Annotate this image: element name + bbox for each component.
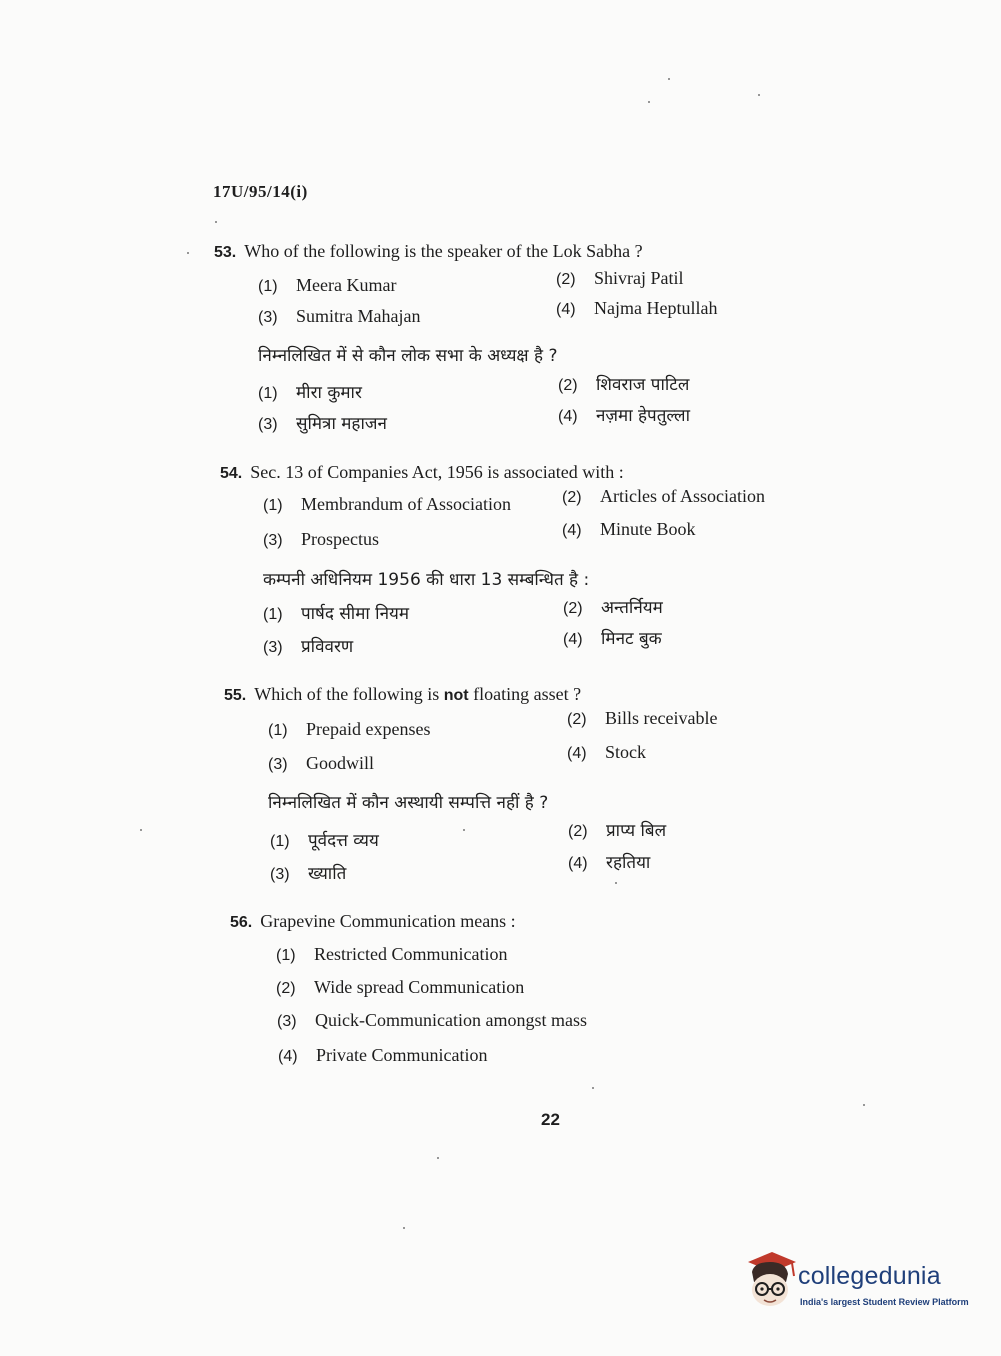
scan-speck: [215, 221, 217, 223]
option-hindi: (1) पार्षद सीमा नियम: [263, 604, 410, 624]
option: (2) Bills receivable: [567, 708, 718, 728]
question-text: Who of the following is the speaker of the Lok Sabha ?: [244, 241, 643, 261]
option-hindi: (1) पूर्वदत्त व्यय: [270, 831, 379, 851]
question-number: 54.: [220, 465, 243, 482]
scan-speck: [437, 1157, 439, 1159]
question-text-post: floating asset ?: [468, 684, 582, 704]
option: (1) Prepaid expenses: [268, 719, 431, 739]
scan-speck: [615, 882, 617, 884]
option: (4) Private Communication: [278, 1045, 488, 1065]
scan-speck: [668, 78, 670, 80]
option-hindi: (3) सुमित्रा महाजन: [258, 414, 387, 434]
paper-code: 17U/95/14(i): [213, 182, 308, 201]
question-53: [214, 241, 643, 262]
option-hindi: (4) नज़मा हेपतुल्ला: [558, 406, 690, 426]
scan-speck: [758, 94, 760, 96]
question-number: 53.: [214, 244, 237, 261]
question-number: 55.: [224, 687, 247, 704]
option-hindi: (2) प्राप्य बिल: [568, 821, 667, 841]
question-text: Sec. 13 of Companies Act, 1956 is associated with :: [250, 462, 624, 482]
option: (1) Membrandum of Association: [263, 494, 511, 514]
option: (1) Restricted Communication: [276, 944, 508, 964]
mascot-logo-icon: [742, 1250, 798, 1312]
question-number: 56.: [230, 914, 253, 931]
option-hindi: (3) ख्याति: [270, 864, 347, 884]
option: (3) Sumitra Mahajan: [258, 306, 421, 326]
scan-speck: [648, 101, 650, 103]
scan-speck: [592, 1087, 594, 1089]
scan-speck: [403, 1227, 405, 1229]
option-hindi: (4) मिनट बुक: [563, 629, 662, 649]
scan-speck: [140, 829, 142, 831]
question-hindi: कम्पनी अधिनियम 1956 की धारा 13 सम्बन्धित है :: [263, 570, 590, 590]
option: (2) Articles of Association: [562, 486, 765, 506]
option: (4) Stock: [567, 742, 647, 762]
question-55: [224, 684, 581, 705]
page-number: 22: [541, 1110, 560, 1129]
brand-tagline: India's largest Student Review Platform: [800, 1297, 969, 1307]
option-hindi: (3) प्रविवरण: [263, 637, 354, 657]
scan-speck: [863, 1104, 865, 1106]
question-text: Grapevine Communication means :: [260, 911, 516, 931]
question-54: [220, 462, 624, 483]
option-hindi: (1) मीरा कुमार: [258, 383, 362, 403]
option: (1) Meera Kumar: [258, 275, 397, 295]
question-hindi: निम्नलिखित में से कौन लोक सभा के अध्यक्ष है ?: [258, 346, 558, 366]
question-text-pre: Which of the following is: [254, 684, 444, 704]
option: (4) Najma Heptullah: [556, 298, 718, 318]
option: (4) Minute Book: [562, 519, 696, 539]
brand-name: collegedunia: [798, 1262, 941, 1290]
collegedunia-watermark: [742, 1250, 972, 1320]
scan-speck: [463, 829, 465, 831]
scan-speck: [187, 252, 189, 254]
option: (3) Prospectus: [263, 529, 379, 549]
option: (2) Shivraj Patil: [556, 268, 684, 288]
question-hindi: निम्नलिखित में कौन अस्थायी सम्पत्ति नहीं है ?: [268, 793, 549, 813]
question-56: [230, 911, 516, 932]
option: (3) Goodwill: [268, 753, 375, 773]
option-hindi: (2) शिवराज पाटिल: [558, 375, 690, 395]
option: (2) Wide spread Communication: [276, 977, 525, 997]
question-text-emphasis: not: [443, 687, 469, 704]
option-hindi: (2) अन्तर्नियम: [563, 598, 663, 618]
option: (3) Quick-Communication amongst mass: [277, 1010, 587, 1030]
option-hindi: (4) रहतिया: [568, 853, 651, 873]
